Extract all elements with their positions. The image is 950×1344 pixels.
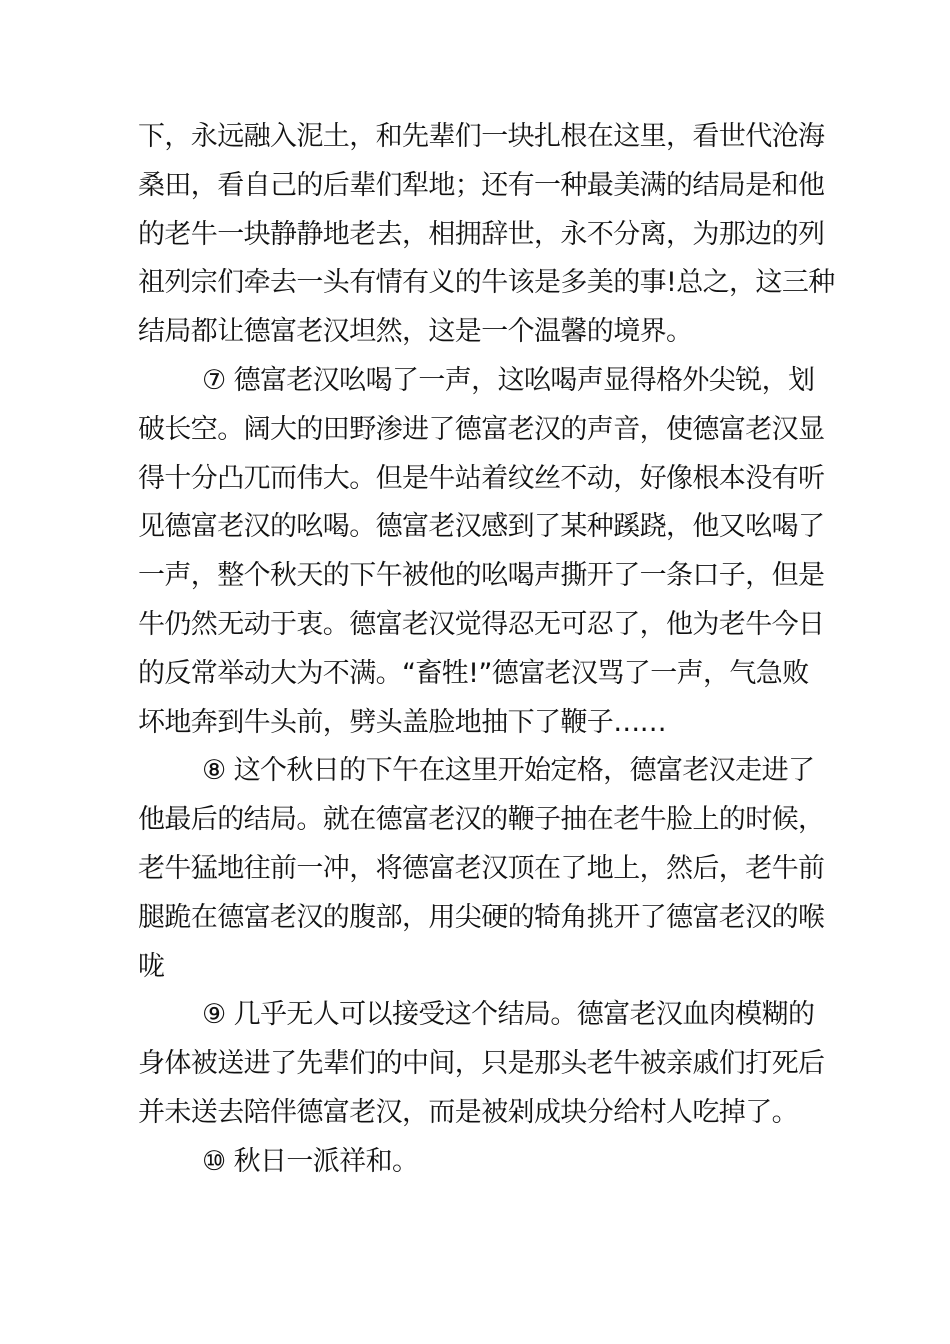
text-line: 他最后的结局。就在德富老汉的鞭子抽在老牛脸上的时候， — [138, 804, 825, 836]
text-line: 结局都让德富老汉坦然，这是一个温馨的境界。 — [138, 316, 693, 348]
text-line: 老牛猛地往前一冲，将德富老汉顶在了地上，然后，老牛前 — [138, 852, 825, 884]
text-line: 身体被送进了先辈们的中间，只是那头老牛被亲戚们打死后 — [138, 1048, 825, 1080]
text-line: 见德富老汉的吆喝。德富老汉感到了某种蹊跷，他又吆喝了 — [138, 511, 825, 543]
text-line: 祖列宗们牵去一头有情有义的牛该是多美的事!总之，这三种 — [138, 267, 835, 299]
text-line: ⑨ 几乎无人可以接受这个结局。德富老汉血肉模糊的 — [202, 999, 815, 1031]
text-line: 一声，整个秋天的下午被他的吆喝声撕开了一条口子，但是 — [138, 560, 825, 592]
text-line: 得十分凸兀而伟大。但是牛站着纹丝不动，好像根本没有听 — [138, 462, 825, 494]
text-line: 的反常举动大为不满。“畜牲!”德富老汉骂了一声，气急败 — [138, 657, 809, 689]
text-line: 的老牛一块静静地老去，相拥辞世，永不分离，为那边的列 — [138, 218, 825, 250]
text-line: 腿跪在德富老汉的腹部，用尖硬的犄角挑开了德富老汉的喉 — [138, 901, 825, 933]
text-line: 下，永远融入泥土，和先辈们一块扎根在这里，看世代沧海 — [138, 121, 825, 152]
paragraph-10 — [138, 1138, 818, 1187]
text-line: ⑩ 秋日一派祥和。 — [202, 1145, 419, 1177]
text-line: 咙 — [138, 950, 165, 982]
text-line: 牛仍然无动于衷。德富老汉觉得忍无可忍了，他为老牛今日 — [138, 608, 825, 640]
text-line: 并未送去陪伴德富老汉，而是被剁成块分给村人吃掉了。 — [138, 1096, 798, 1128]
paragraph-continuation — [138, 113, 835, 357]
text-line: ⑧ 这个秋日的下午在这里开始定格，德富老汉走进了 — [202, 755, 815, 787]
paragraph-9 — [138, 991, 825, 1137]
paragraph-7 — [138, 357, 825, 747]
document-page — [138, 113, 835, 1187]
text-line: 坏地奔到牛头前，劈头盖脸地抽下了鞭子…… — [138, 706, 666, 738]
text-line: ⑦ 德富老汉吆喝了一声，这吆喝声显得格外尖锐，划 — [202, 364, 815, 396]
paragraph-8 — [138, 747, 825, 991]
text-line: 桑田，看自己的后辈们犁地；还有一种最美满的结局是和他 — [138, 169, 825, 201]
text-line: 破长空。阔大的田野渗进了德富老汉的声音，使德富老汉显 — [138, 413, 825, 445]
